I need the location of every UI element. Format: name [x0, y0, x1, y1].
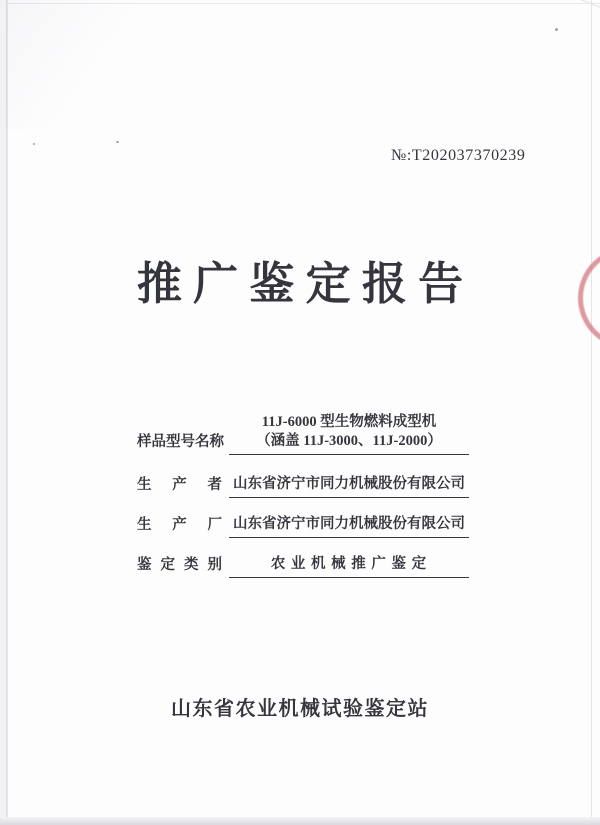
fields-block [137, 413, 469, 578]
dust-speck [116, 141, 119, 143]
report-number: №:T202037370239 [391, 147, 526, 164]
field-row-producer [137, 475, 469, 498]
field-value-appraisal-category: 农 业 机 械 推 广 鉴 定 [229, 555, 469, 578]
sample-model-line1: 11J-6000 型生物燃料成型机 [261, 414, 437, 430]
field-value-factory: 山东省济宁市同力机械股份有限公司 [229, 515, 469, 538]
field-label-factory: 生 产 厂 [137, 517, 222, 533]
paper-crease [6, 0, 226, 130]
dust-speck [555, 28, 558, 31]
field-value-producer: 山东省济宁市同力机械股份有限公司 [229, 475, 469, 498]
field-label-sample-model: 样品型号名称 [137, 434, 224, 450]
report-title: 推 广 鉴 定 报 告 [136, 259, 464, 309]
field-row-sample-model [137, 413, 469, 455]
sample-model-line2: （涵盖 11J-3000、11J-2000） [256, 433, 442, 449]
paper-top-right-corner [579, 0, 600, 11]
field-label-producer: 生 产 者 [137, 477, 222, 493]
field-row-appraisal-category [137, 555, 469, 578]
field-label-appraisal-category: 鉴 定 类 别 [137, 557, 222, 573]
paper-top-edge [6, 3, 600, 4]
paper-bottom-edge [0, 817, 600, 825]
issuing-organization: 山东省农业机械试验鉴定站 [171, 698, 429, 720]
dust-speck [33, 143, 35, 145]
field-value-sample-model [229, 413, 469, 455]
field-row-factory [137, 515, 469, 538]
